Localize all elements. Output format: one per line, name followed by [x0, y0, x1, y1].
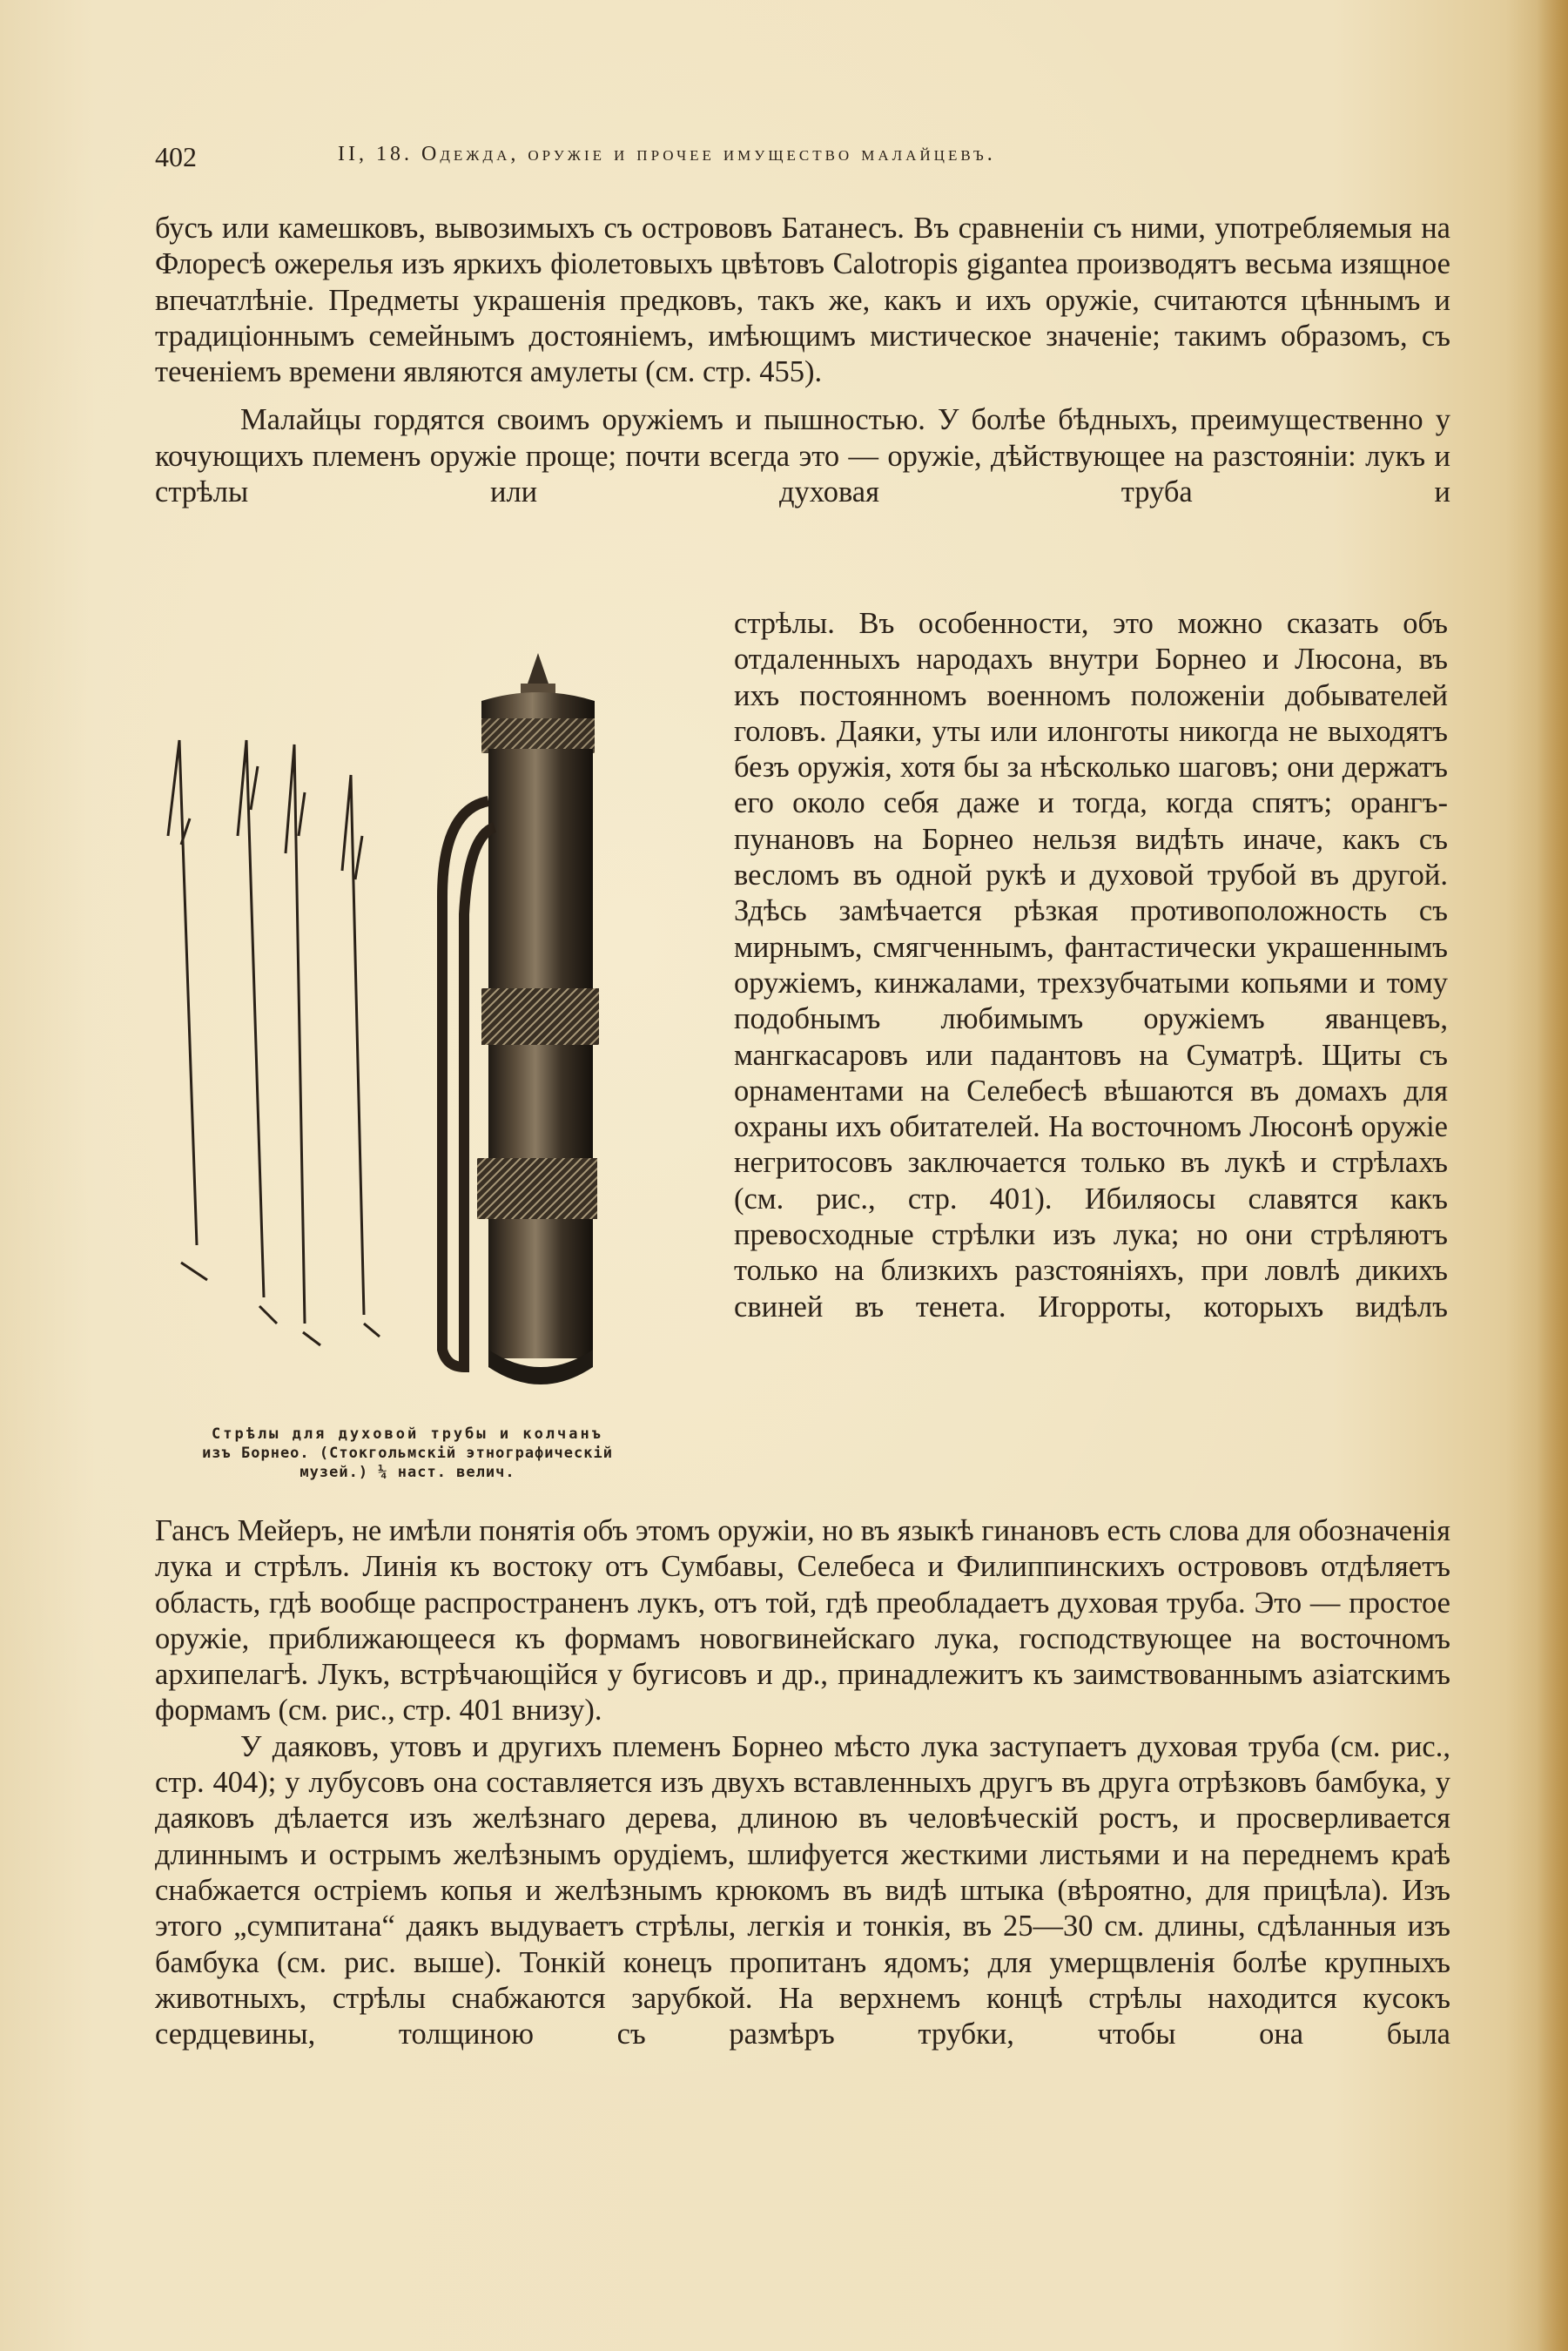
caption-line: Стрѣлы для духовой трубы и колчанъ — [212, 1425, 603, 1443]
page-header — [155, 141, 1452, 176]
paragraph: Гансъ Мейеръ, не имѣли понятія объ этомъ оружіи, но въ языкѣ гинановъ есть слова для обозначенія лука и стрѣлъ. Линія къ востоку отъ Сумбавы, Селебеса и Филиппинскихъ острововъ отдѣляетъ область, гдѣ вообще распространенъ лукъ, отъ той, гдѣ преобладаетъ духовая труба. Это — простое оружіе, приближающееся къ формамъ новогвинейскаго лука, господствующее на восточномъ архипелагѣ. Лукъ, встрѣчающійся у бугисовъ и др., принадлежитъ къ заимствованнымъ азіатскимъ формамъ (см. рис., стр. 401 внизу). — [155, 1514, 1450, 1728]
paragraph: бусъ или камешковъ, вывозимыхъ съ острововъ Батанесъ. Въ сравненіи съ ними, употребляемыя на Флоресѣ ожерелья изъ яркихъ фіолетовыхъ цвѣтовъ Calotropis gigantea производятъ весьма изящное впечатлѣніе. Предметы украшенія предковъ, такъ же, какъ и ихъ оружіе, считаются цѣннымъ и традиціоннымъ семейнымъ достояніемъ, имѣющимъ мистическое значеніе; такимъ образомъ, съ теченіемъ времени являются амулеты (см. стр. 455). — [155, 212, 1450, 389]
paragraph: стрѣлы. Въ особенности, это можно сказать объ отдаленныхъ народахъ внутри Борнео и Люсона, въ ихъ постоянномъ военномъ положеніи добывателей головъ. Даяки, уты или илонготы никогда не выходятъ безъ оружія, хотя бы за нѣсколько шаговъ; они держатъ его около себя даже и тогда, когда спятъ; орангъ-пунановъ на Борнео нельзя видѣть иначе, какъ съ весломъ въ одной рукѣ и духовой трубой въ другой. Здѣсь замѣчается рѣзкая противоположность съ мирнымъ, смягченнымъ, фантастически украшеннымъ оружіемъ, кинжалами, трехзубчатыми копьями и тому подобнымъ любимымъ оружіемъ яванцевъ, мангкасаровъ или падантовъ на Суматрѣ. Щиты съ орнаментами на Селебесѣ вѣшаются въ домахъ для охраны ихъ обитателей. На восточномъ Люсонѣ оружіе негритосовъ заключается только въ лукѣ и стрѣлахъ (см. рис., стр. 401). Ибиляосы славятся какъ превосходные стрѣлки изъ лука; но они стрѣляютъ только на близкихъ разстояніяхъ, при ловлѣ дикихъ свиней въ тенета. Игорроты, которыхъ видѣлъ — [734, 607, 1448, 1324]
paragraph: Малайцы гордятся своимъ оружіемъ и пышностью. У болѣе бѣдныхъ, преимущественно у кочующихъ племенъ оружіе проще; почти всегда это — оружіе, дѣйствующее на разстояніи: лукъ и стрѣлы или духовая труба и — [155, 403, 1450, 509]
quiver-arrows-illustration — [155, 636, 669, 1419]
arrows-group — [168, 740, 380, 1345]
running-head: II, 18. Одежда, оружіе и прочее имущество малайцевъ. — [338, 143, 996, 165]
text-block-side — [734, 606, 1448, 1325]
page-edge-shadow — [1537, 0, 1568, 2351]
caption-line: музей.) ¼ наст. велич. — [299, 1464, 515, 1481]
page-number: 402 — [155, 141, 197, 172]
figure-blowpipe-quiver — [155, 636, 669, 1419]
text-block-bottom — [155, 1513, 1450, 2052]
text-block-top — [155, 211, 1450, 510]
quiver — [442, 653, 599, 1384]
caption-line: изъ Борнео. (Стокгольмскій этнографическій — [202, 1445, 613, 1462]
figure-caption — [155, 1425, 660, 1482]
paragraph: У даяковъ, утовъ и другихъ племенъ Борнео мѣсто лука заступаетъ духовая труба (см. рис., стр. 404); у лубусовъ она составляется изъ двухъ вставленныхъ другъ въ друга отрѣзковъ бамбука, у даяковъ дѣлается изъ желѣзнаго дерева, длиною въ человѣческій ростъ, и просверливается длиннымъ и острымъ желѣзнымъ орудіемъ, шлифуется жесткими листьями и на переднемъ краѣ снабжается остріемъ копья и желѣзнымъ крюкомъ въ видѣ штыка (вѣроятно, для прицѣла). Изъ этого „сумпитана“ даякъ выдуваетъ стрѣлы, легкія и тонкія, въ 25—30 см. длины, сдѣланныя изъ бамбука (см. рис. выше). Тонкій конецъ пропитанъ ядомъ; для умерщвленія болѣе крупныхъ животныхъ, стрѣлы снабжаются зарубкой. На верхнемъ концѣ стрѣлы находится кусокъ сердцевины, толщиною съ размѣръ трубки, чтобы она была — [155, 1729, 1450, 2051]
